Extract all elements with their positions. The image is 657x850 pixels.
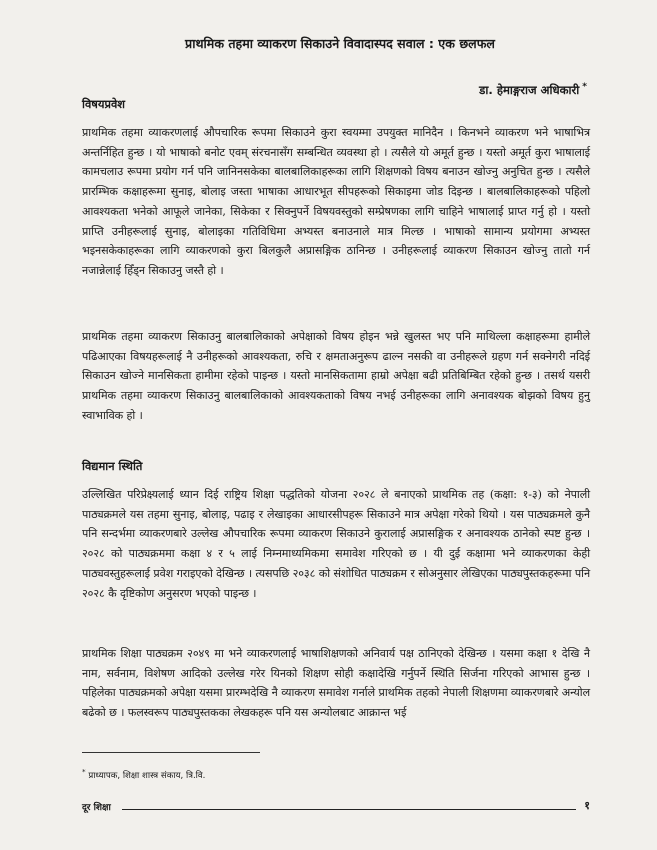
paragraph-introduction-1: प्राथमिक तहमा व्याकरणलाई औपचारिक रूपमा सिकाउने कुरा स्वयम्मा उपयुक्त मानिदैन । किनभने व्याकरण भने भाषाभित्र अन्तर्निहित हुन्छ । यो भाषाको बनोट एवम् संरचनासँग सम्बन्धित व्यवस्था हो । त्यसैले यो अमूर्त हुन्छ । यस्तो अमूर्त कुरा भाषालाई कामचलाउ रूपमा प्रयोग गर्न पनि जानिनसकेका बालबालिकाहरूका लागि शिक्षणको विषय बनाउन खोज्नु अनुचित हुन्छ । त्यसैले प्रारम्भिक कक्षाहरूमा सुनाइ, बोलाइ जस्ता भाषाका आधारभूत सीपहरूको सिकाइमा जोड दिइन्छ । बालबालिकाहरूको पहिलो आवश्यकता भनेको आफूले जानेका, सिकेका र सिक्नुपर्ने विषयवस्तुको सम्प्रेषणका लागि चाहिने भाषालाई प्राप्त गर्नु हो । यस्तो प्राप्ति उनीहरूलाई सुनाइ, बोलाइका गतिविधिमा अभ्यस्त बनाउनाले मात्र मिल्छ । भाषाको सामान्य प्रयोगमा अभ्यस्त भइनसकेकाहरूका लागि व्याकरणको कुरा बिलकुलै अप्रासङ्गिक ठानिन्छ । उनीहरूलाई व्याकरण सिकाउन खोज्नु तातो गर्न नजान्नेलाई हिँड्न सिकाउनु जस्तै हो । bbox=[82, 126, 590, 277]
journal-name: दूर शिक्षा bbox=[82, 803, 111, 813]
footnote-mark: * bbox=[82, 767, 86, 776]
footer-rule bbox=[122, 809, 576, 810]
paragraph-current-status-2: प्राथमिक शिक्षा पाठ्यक्रम २०४९ मा भने व्याकरणलाई भाषाशिक्षणको अनिवार्य पक्ष ठानिएको देखिन्छ । यसमा कक्षा १ देखि नै नाम, सर्वनाम, विशेषण आदिको उल्लेख गरेर यिनको शिक्षण सोही कक्षादेखि गर्नुपर्ने स्थिति सिर्जना गरिएको आभास हुन्छ । पहिलेका पाठ्यक्रमको अपेक्षा यसमा प्रारम्भदेखि नै व्याकरण समावेश गर्नाले प्राथमिक तहको नेपाली शिक्षणमा व्याकरणबारे अन्योल बढेको छ । फलस्वरूप पाठ्यपुस्तकका लेखकहरू पनि यस अन्योलबाट आक्रान्त भई bbox=[82, 647, 590, 720]
footnote-text: प्राध्यापक, शिक्षा शास्त्र संकाय, त्रि.वि. bbox=[88, 770, 206, 781]
footnote-divider bbox=[82, 752, 260, 753]
article-title: प्राथमिक तहमा व्याकरण सिकाउने विवादास्पद सवाल : एक छलफल bbox=[185, 36, 495, 51]
page-number: १ bbox=[584, 799, 590, 812]
section-heading-current-status: विद्यमान स्थिति bbox=[82, 459, 143, 473]
paragraph-current-status-1: उल्लिखित परिप्रेक्ष्यलाई ध्यान दिई राष्ट्रिय शिक्षा पद्धतिको योजना २०२८ ले बनाएको प्राथमिक तह (कक्षा: १-३) को नेपाली पाठ्यक्रमले यस तहमा सुनाइ, बोलाइ, पढाइ र लेखाइका आधारसीपहरू सिकाउने मात्र अपेक्षा गरेको थियो । यस पाठ्यक्रमले कुनै पनि सन्दर्भमा व्याकरणबारे उल्लेख औपचारिक रूपमा व्याकरण सिकाउने कुरालाई अप्रासङ्गिक र अनावश्यक ठानेको स्पष्ट हुन्छ । २०२८ को पाठ्यक्रममा कक्षा ४ र ५ लाई निम्नमाध्यमिकमा समावेश गरिएको छ । यी दुई कक्षामा भने व्याकरणका केही पाठ्यवस्तुहरूलाई प्रवेश गराइएको देखिन्छ । त्यसपछि २०३८ को संशोधित पाठ्यक्रम र सोअनुसार लेखिएका पाठ्यपुस्तकहरूमा पनि २०२८ कै दृष्टिकोण अनुसरण भएको पाइन्छ । bbox=[82, 488, 590, 600]
footnote bbox=[82, 766, 205, 782]
page-footer bbox=[82, 798, 590, 814]
paragraph-introduction-2: प्राथमिक तहमा व्याकरण सिकाउनु बालबालिकाको अपेक्षाको विषय होइन भन्ने खुलस्त भए पनि माथिल्ला कक्षाहरूमा हामीले पढिआएका विषयहरूलाई नै उनीहरूको आवश्यकता, रुचि र क्षमताअनुरूप ढाल्न नसकी वा उनीहरूले ग्रहण गर्न सक्नेगरी नदिई सिकाउन खोज्ने मानसिकता हामीमा रहेको पाइन्छ । यस्तो मानसिकतामा हाम्रो अपेक्षा बढी प्रतिबिम्बित रहेको हुन्छ । तसर्थ यसरी प्राथमिक तहमा व्याकरण सिकाउनु बालबालिकाको आवश्यकताको विषय नभई उनीहरूका लागि अनावश्यक बोझको विषय हुनु स्वाभाविक हो । bbox=[82, 330, 590, 422]
author-name: डा. हेमाङ्गराज अधिकारी bbox=[479, 82, 580, 97]
author-line bbox=[479, 80, 587, 98]
author-footnote-mark: * bbox=[582, 82, 587, 92]
section-heading-introduction: विषयप्रवेश bbox=[82, 97, 126, 111]
